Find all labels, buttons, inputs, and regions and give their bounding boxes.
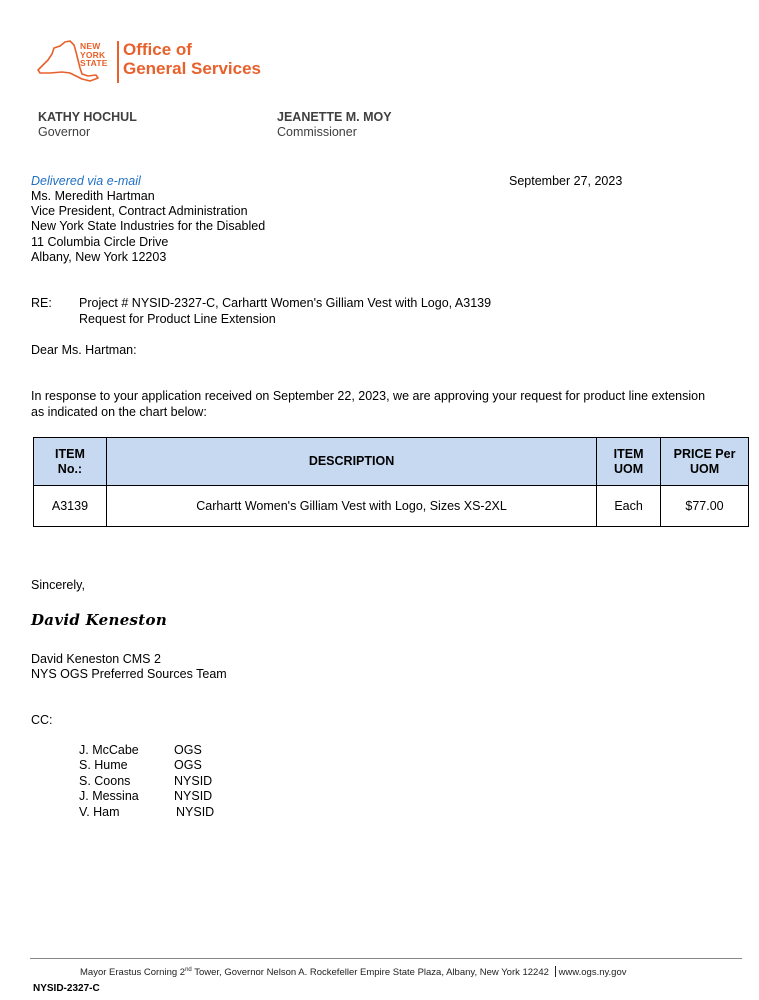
cell-price: $77.00 [661, 486, 749, 527]
commissioner-name: JEANETTE M. MOY [277, 110, 392, 124]
logo-office-name: Office of General Services [123, 40, 261, 78]
cell-item: A3139 [34, 486, 107, 527]
body-line-1: In response to your application received on September 22, 2023, we are approving your request for product line extension [31, 389, 706, 403]
salutation: Dear Ms. Hartman: [31, 343, 137, 357]
logo-state-text: NEW YORK STATE [80, 41, 108, 68]
recipient-name: Ms. Meredith Hartman [31, 189, 155, 203]
signer-name: David Keneston CMS 2 [31, 652, 161, 666]
recipient-street: 11 Columbia Circle Drive [31, 235, 169, 249]
header-price: PRICE Per UOM [661, 438, 749, 486]
table-row [34, 486, 749, 527]
signature: David Keneston [31, 611, 168, 629]
footer-divider [30, 958, 742, 959]
ogs-logo [36, 40, 276, 86]
re-project-line: Project # NYSID-2327-C, Carhartt Women's Gilliam Vest with Logo, A3139 [79, 296, 492, 310]
header-description: DESCRIPTION [106, 438, 596, 486]
closing: Sincerely, [31, 578, 85, 592]
footer-reference: NYSID-2327-C [33, 983, 100, 994]
re-label: RE: [31, 296, 52, 310]
recipient-city: Albany, New York 12203 [31, 250, 167, 264]
header-item-no: ITEM No.: [34, 438, 107, 486]
recipient-title: Vice President, Contract Administration [31, 204, 248, 218]
table-header-row [34, 438, 749, 486]
cell-description: Carhartt Women's Gilliam Vest with Logo, Sizes XS-2XL [106, 486, 596, 527]
header-item-uom: ITEM UOM [597, 438, 661, 486]
commissioner-title: Commissioner [277, 125, 357, 139]
cell-uom: Each [597, 486, 661, 527]
signer-team: NYS OGS Preferred Sources Team [31, 667, 227, 681]
cc-label: CC: [31, 713, 53, 727]
governor-title: Governor [38, 125, 91, 139]
logo-divider [117, 41, 119, 83]
delivery-method: Delivered via e-mail [31, 174, 141, 188]
footer-separator [555, 966, 556, 977]
footer-address: Mayor Erastus Corning 2nd Tower, Governor Nelson A. Rockefeller Empire State Plaza, Albany, New York 12242 www.ogs.ny.gov [80, 966, 627, 978]
governor-name: KATHY HOCHUL [38, 110, 137, 124]
product-table [33, 437, 749, 527]
re-request-line: Request for Product Line Extension [79, 312, 276, 326]
body-line-2: as indicated on the chart below: [31, 405, 207, 419]
footer-website-link[interactable]: www.ogs.ny.gov [558, 967, 627, 978]
recipient-org: New York State Industries for the Disabled [31, 219, 266, 233]
letter-date: September 27, 2023 [509, 174, 623, 188]
